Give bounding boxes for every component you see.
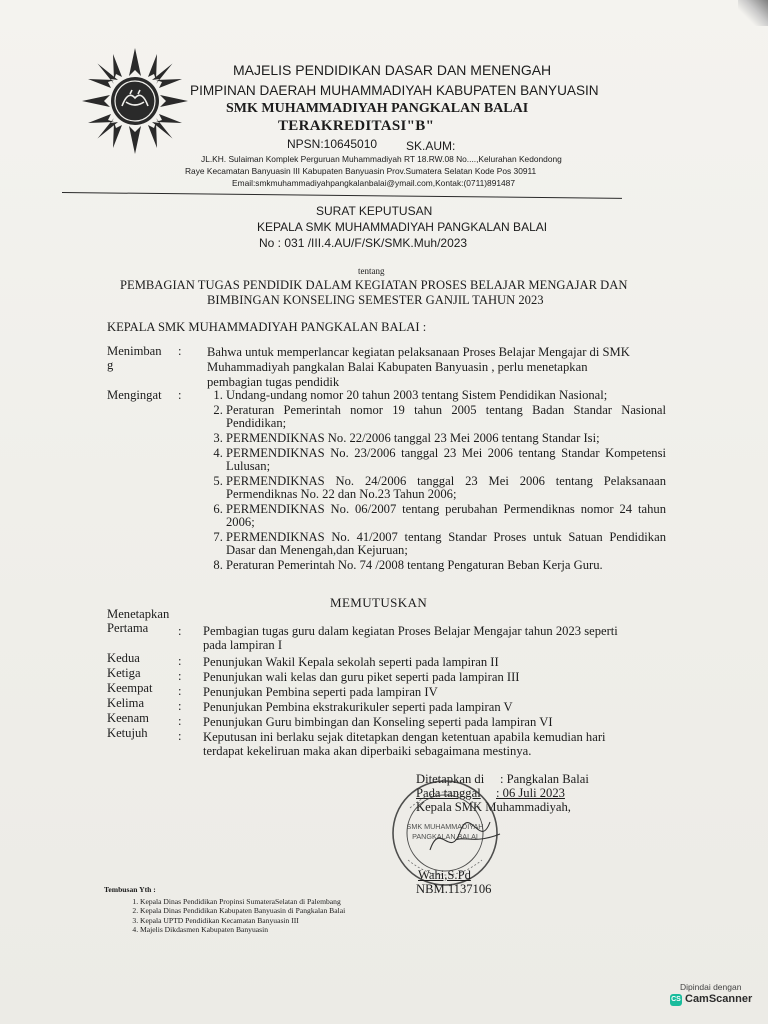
decision-text-third: Penunjukan wali kelas dan guru piket seperti pada lampiran III — [203, 670, 520, 684]
signature-name: Wahi,S.Pd — [418, 868, 471, 882]
camscanner-watermark — [670, 982, 758, 1012]
copies-item: 3. Kepala UPTD Pendidikan Kecamatan Banyuasin III — [140, 916, 345, 925]
decision-colon: : — [178, 699, 182, 713]
decree-head-line: KEPALA SMK MUHAMMADIYAH PANGKALAN BALAI : — [107, 320, 427, 334]
signature-date-label: Pada tanggal — [416, 786, 481, 800]
recalling-label: Mengingat — [107, 388, 162, 402]
signature-date-value: : 06 Juli 2023 — [496, 786, 565, 800]
decision-label-second: Kedua — [107, 651, 140, 665]
decree-issuer: KEPALA SMK MUHAMMADIYAH PANGKALAN BALAI — [257, 220, 548, 234]
camscanner-caption: Dipindai dengan — [680, 982, 742, 992]
decision-text-first: Pembagian tugas guru dalam kegiatan Proses Belajar Mengajar tahun 2023 seperti — [203, 624, 618, 638]
considering-colon: : — [178, 344, 182, 358]
copies-block — [104, 885, 345, 934]
signature-nbm: NBM.1137106 — [416, 882, 492, 896]
letterhead-address-2: Raye Kecamatan Banyuasin III Kabupaten Banyuasin Prov.Sumatera Selatan Kode Pos 30911 — [185, 166, 537, 176]
decision-colon: : — [178, 654, 182, 668]
signature-scribble — [420, 810, 510, 865]
decision-colon: : — [178, 714, 182, 728]
signature-place-label: Ditetapkan di — [416, 772, 485, 786]
recalling-item: 2. Peraturan Pemerintah nomor 19 tahun 2005 tentang Badan Standar Nasional Pendidikan; — [226, 404, 666, 430]
letterhead-divider — [62, 192, 622, 199]
recalling-item: 6. PERMENDIKNAS No. 06/2007 tentang perubahan Permendiknas nomor 24 tahun 2006; — [226, 503, 666, 529]
page-corner-shadow — [738, 0, 768, 26]
decision-text-fourth: Penunjukan Pembina seperti pada lampiran IV — [203, 685, 438, 699]
letterhead-council: MAJELIS PENDIDIKAN DASAR DAN MENENGAH — [233, 62, 552, 78]
decision-colon: : — [178, 669, 182, 683]
decision-label-seventh: Ketujuh — [107, 726, 148, 740]
muhammadiyah-logo — [80, 46, 190, 156]
considering-label: Menimban — [107, 344, 162, 358]
decision-label-fifth: Kelima — [107, 696, 145, 710]
copies-list — [104, 897, 345, 934]
decree-subject-2: BIMBINGAN KONSELING SEMESTER GANJIL TAHUN 2023 — [207, 293, 544, 307]
considering-label-wrap: g — [107, 358, 114, 372]
recalling-item: 1. Undang-undang nomor 20 tahun 2003 tentang Sistem Pendidikan Nasional; — [226, 389, 666, 402]
letterhead-npsn: NPSN:10645010 — [287, 137, 378, 151]
recalling-item: 8. Peraturan Pemerintah No. 74 /2008 tentang Pengaturan Beban Kerja Guru. — [226, 559, 666, 572]
considering-text-2: Muhammadiyah pangkalan Balai Kabupaten Banyuasin , perlu menetapkan — [207, 360, 588, 374]
decision-colon: : — [178, 729, 182, 743]
decree-about: tentang — [358, 266, 385, 276]
letterhead-contact: Email:smkmuhammadiyahpangkalanbalai@ymail.com,Kontak:(0711)891487 — [232, 178, 516, 188]
signature-role: Kepala SMK Muhammadiyah, — [416, 800, 571, 814]
decree-title: SURAT KEPUTUSAN — [316, 204, 433, 218]
decision-text-seventh: Keputusan ini berlaku sejak ditetapkan dengan ketentuan apabila kemudian hari — [203, 730, 606, 744]
copies-item: 1. Kepala Dinas Pendidikan Propinsi SumateraSelatan di Palembang — [140, 897, 345, 906]
decision-label-sixth: Keenam — [107, 711, 149, 725]
recalling-item: 3. PERMENDIKNAS No. 22/2006 tanggal 23 Mei 2006 tentang Standar Isi; — [226, 432, 666, 445]
letterhead-regional: PIMPINAN DAERAH MUHAMMADIYAH KABUPATEN BANYUASIN — [190, 83, 599, 98]
copies-item: 2. Kepala Dinas Pendidikan Kabupaten Banyuasin di Pangkalan Balai — [140, 906, 345, 915]
considering-text-3: pembagian tugas pendidik — [207, 375, 340, 389]
recalling-item: 7. PERMENDIKNAS No. 41/2007 tentang Standar Proses untuk Satuan Pendidikan Dasar dan Menengah,dan Kejuruan; — [226, 531, 666, 557]
decision-colon: : — [178, 624, 182, 638]
copies-item: 4. Majelis Dikdasmen Kabupaten Banyuasin — [140, 925, 345, 934]
decision-label-third: Ketiga — [107, 666, 141, 680]
stamp-text-town: PANGKALAN BALAI — [412, 832, 478, 841]
letterhead-address-1: JL.KH. Sulaiman Komplek Perguruan Muhammadiyah RT 18.RW.08 No....,Kelurahan Kedondong — [201, 154, 562, 164]
stamp-text-school: SMK MUHAMMADIYAH — [406, 822, 484, 831]
decision-text-seventh-wrap: terdapat kekeliruan maka akan diperbaiki sebagaimana mestinya. — [203, 744, 532, 758]
considering-text-1: Bahwa untuk memperlancar kegiatan pelaksanaan Proses Belajar Mengajar di SMK — [207, 345, 630, 359]
deciding-heading: MEMUTUSKAN — [330, 595, 428, 610]
signature-place-value: : Pangkalan Balai — [500, 772, 589, 786]
decision-colon: : — [178, 684, 182, 698]
recalling-list — [210, 389, 666, 574]
decision-label-fourth: Keempat — [107, 681, 153, 695]
decision-label-first: Pertama — [107, 621, 149, 635]
decree-subject-1: PEMBAGIAN TUGAS PENDIDIK DALAM KEGIATAN PROSES BELAJAR MENGAJAR DAN — [120, 278, 628, 292]
decision-text-fifth: Penunjukan Pembina ekstrakurikuler seperti pada lampiran V — [203, 700, 513, 714]
recalling-colon: : — [178, 388, 182, 402]
recalling-item: 5. PERMENDIKNAS No. 24/2006 tanggal 23 Mei 2006 tentang Pelaksanaan Permendiknas No. 22 dan No.23 Tahun 2006; — [226, 475, 666, 501]
decision-text-sixth: Penunjukan Guru bimbingan dan Konseling seperti pada lampiran VI — [203, 715, 553, 729]
decision-text-second: Penunjukan Wakil Kepala sekolah seperti pada lampiran II — [203, 655, 499, 669]
letterhead-skaum: SK.AUM: — [406, 139, 456, 153]
recalling-item: 4. PERMENDIKNAS No. 23/2006 tanggal 23 Mei 2006 tentang Standar Kompetensi Lulusan; — [226, 447, 666, 473]
copies-title: Tembusan Yth : — [104, 885, 156, 894]
letterhead-school: SMK MUHAMMADIYAH PANGKALAN BALAI — [226, 101, 529, 116]
letterhead-accreditation: TERAKREDITASI"B" — [278, 118, 435, 134]
decision-text-first-wrap: pada lampiran I — [203, 638, 283, 652]
camscanner-logo-icon: CS — [670, 994, 682, 1006]
camscanner-brand: CamScanner — [685, 993, 753, 1005]
deciding-label: Menetapkan — [107, 607, 170, 621]
decree-number: No : 031 /III.4.AU/F/SK/SMK.Muh/2023 — [259, 236, 468, 250]
